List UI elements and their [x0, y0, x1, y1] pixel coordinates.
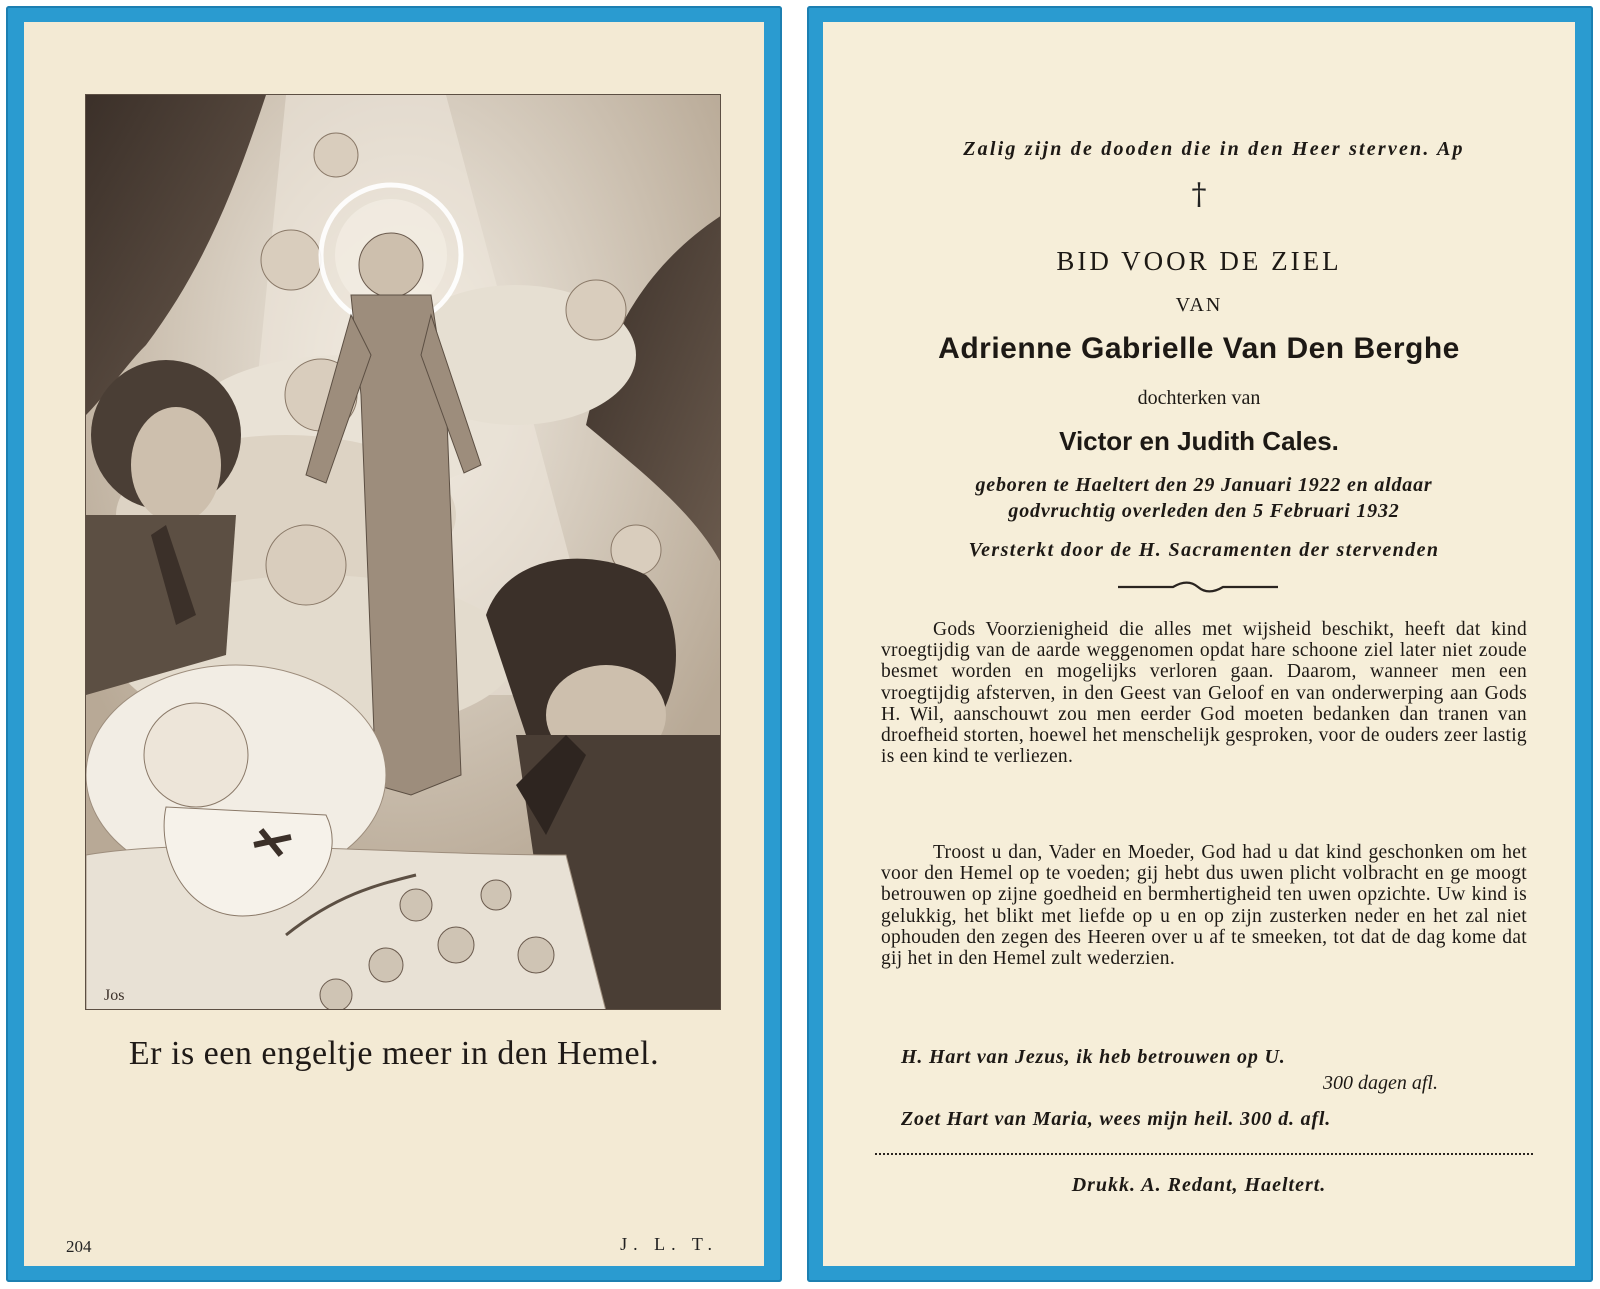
deceased-name: Adrienne Gabrielle Van Den Berghe: [938, 332, 1460, 365]
parents-names: Victor en Judith Cales.: [1059, 426, 1339, 456]
dotted-divider: [875, 1153, 1533, 1155]
illustrator-signature: Jos: [104, 987, 125, 1004]
angels-and-sleeping-child-image: [86, 95, 721, 1010]
sacraments-line: Versterkt door de H. Sacramenten der stervenden: [968, 539, 1440, 561]
card-back-paper: [823, 22, 1575, 1266]
card-number: 204: [66, 1237, 92, 1256]
memorial-card-front: [6, 6, 782, 1282]
pray-heading: BID VOOR DE ZIEL: [1056, 246, 1342, 276]
scripture-motto: Zalig zijn de dooden die in den Heer sterven. Ap: [963, 138, 1465, 160]
memorial-card-back: [807, 6, 1593, 1282]
mary-prayer: Zoet Hart van Maria, wees mijn heil. 300 d. afl.: [901, 1108, 1332, 1130]
consolation-paragraph-2: Troost u dan, Vader en Moeder, God had u dat kind geschonken om het voor den Hemel op te voeden; gij hebt dus uwen plicht volbracht en ge moogt betrouwen op zijne goedheid en bermhertigheid ten uwen opzichte. Uw kind is gelukkig, het blikt met liefde op u en op zijn zusterken neder en het zal niet ophouden den zegen des Heeren over u af te smeeken, tot dat de dag kome dat gij het in den Hemel zult wederzien.: [881, 842, 1527, 970]
devotional-illustration: [85, 94, 721, 1010]
front-caption: Er is een engeltje meer in den Hemel.: [128, 1035, 660, 1072]
printer-initials: J. L. T.: [620, 1234, 718, 1254]
relation-line: dochterken van: [1137, 387, 1261, 409]
card-front-paper: [24, 22, 764, 1266]
consolation-paragraph-1: Gods Voorzienigheid die alles met wijsheid beschikt, heeft dat kind vroegtijdig van de aarde weggenomen opdat hare schoone ziel later niet zoude besmet worden en mogelijks verloren gaan. Daarom, wanneer men een vroegtijdig afsterven, in den Geest van Geloof en van onderwerping aan Gods H. Wil, aanschouwt zou men eerder God moeten bedanken dan tranen van droefheid storten, hoewel het menschelijk gesproken, voor de ouders zeer lastig is een kind te verliezen.: [881, 619, 1527, 768]
birth-line: geboren te Haeltert den 29 Januari 1922 en aldaar: [975, 474, 1433, 496]
van-heading: VAN: [1175, 294, 1223, 316]
printer-credit: Drukk. A. Redant, Haeltert.: [1071, 1174, 1327, 1196]
divider-ornament: [1113, 577, 1283, 597]
sacred-heart-prayer: H. Hart van Jezus, ik heb betrouwen op U.: [901, 1046, 1286, 1068]
death-line: godvruchtig overleden den 5 Februari 1932: [1008, 500, 1400, 522]
sacred-heart-indulgence: 300 dagen afl.: [1323, 1072, 1438, 1094]
cross-icon: †: [1191, 177, 1207, 212]
